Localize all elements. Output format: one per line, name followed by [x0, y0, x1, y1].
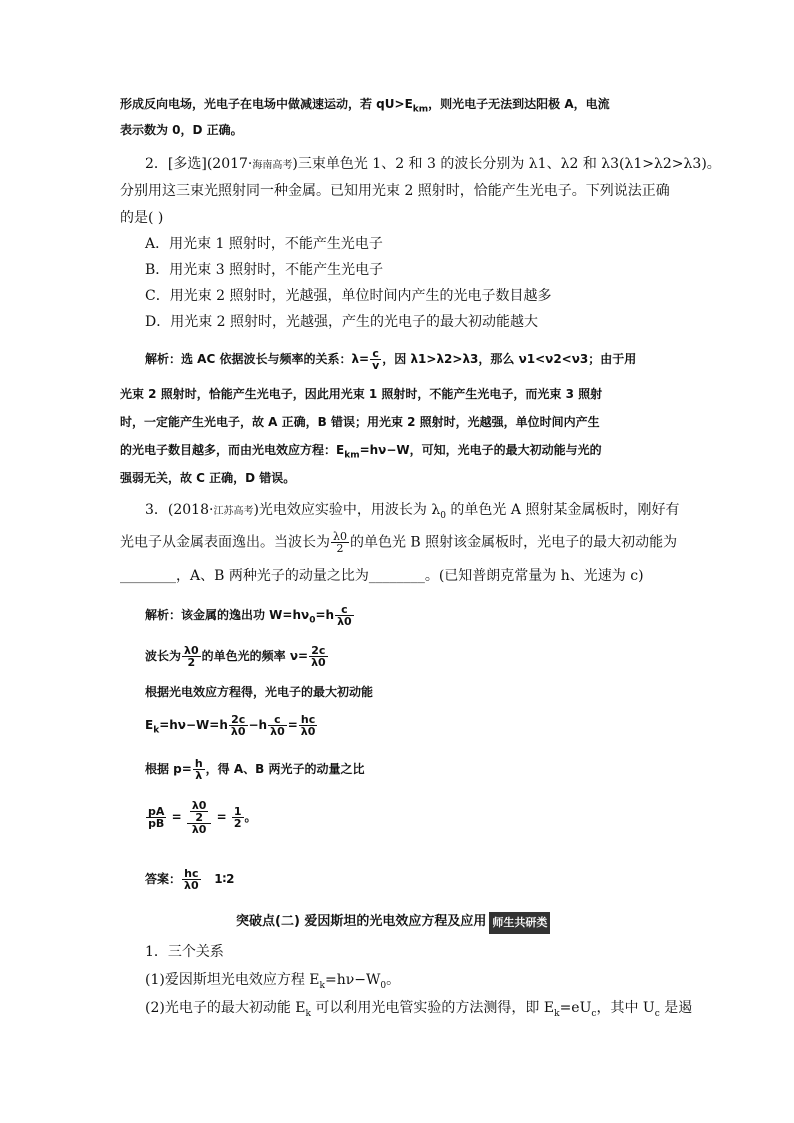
- fraction: [193, 758, 205, 781]
- q2-option-a: [145, 234, 383, 254]
- para1-line1: [120, 94, 610, 119]
- fraction: [182, 868, 201, 891]
- subscript: c: [591, 1008, 597, 1019]
- text: −h: [248, 718, 268, 732]
- subscript: 0: [309, 615, 316, 626]
- section-item2: [145, 970, 400, 996]
- text: =hν−W，可知，光电子的最大初动能与光的: [359, 443, 602, 457]
- text: ，因 λ1>λ2>λ3，那么 ν1<ν2<ν3；由于用: [382, 352, 637, 366]
- denominator: 2: [233, 817, 242, 830]
- denominator: 2: [195, 811, 203, 824]
- q2-solution-line1: [145, 348, 636, 371]
- text: )三束单色光 1、2 和 3 的波长分别为 λ1、λ2 和 λ3(λ1>λ2>λ3)。: [292, 156, 721, 172]
- subscript: k: [153, 725, 160, 736]
- answer-ratio: 1∶2: [214, 872, 235, 886]
- numerator: 2c: [309, 645, 328, 657]
- option-text: B．用光束 3 照射时，不能产生光电子: [145, 262, 384, 278]
- text: 分别用这三束光照射同一种金属。已知用光束 2 照射时，恰能产生光电子。下列说法正确: [120, 183, 670, 199]
- option-text: C．用光束 2 照射时，光越强，单位时间内产生的光电子数目越多: [145, 288, 552, 304]
- subscript: 0: [440, 510, 446, 521]
- numerator: c: [370, 348, 381, 360]
- fraction: [309, 645, 328, 668]
- q2-solution-line4: [120, 440, 602, 465]
- denominator: pB: [148, 817, 165, 830]
- text: =eU: [559, 1000, 592, 1016]
- section-item1: [145, 942, 224, 962]
- fraction: [268, 714, 287, 737]
- denominator: v: [372, 359, 380, 372]
- text: 3．(2018·: [145, 502, 214, 518]
- text: 的单色光 A 照射某金属板时，刚好有: [445, 502, 680, 518]
- compound-numerator: [187, 800, 212, 824]
- answer-label: 答案：: [145, 872, 182, 886]
- section-badge: 师生共研类: [489, 912, 550, 934]
- compound-fraction: [187, 800, 212, 835]
- numerator: pA: [148, 805, 165, 818]
- numerator: λ0: [333, 530, 347, 543]
- text: 表示数为 0，D 正确。: [120, 123, 243, 137]
- section-item3: [145, 998, 692, 1024]
- q3-line3: [120, 566, 644, 586]
- inner-fraction: [190, 800, 209, 823]
- text: )光电效应实验中，用波长为 λ: [253, 502, 441, 518]
- numerator: h: [194, 757, 203, 770]
- denominator: λ0: [311, 656, 326, 669]
- numerator: c: [268, 714, 287, 726]
- q2-line2: [120, 181, 670, 201]
- q2-solution-line3: [120, 412, 600, 432]
- q3-line1: [145, 500, 679, 526]
- q3-line2: [120, 531, 677, 554]
- numerator: 2c: [229, 714, 248, 726]
- fraction: [299, 714, 318, 737]
- q3-solution-line4: [145, 714, 318, 740]
- fraction: [335, 604, 354, 627]
- q3-solution-line6: [145, 800, 257, 850]
- q2-line1: [145, 154, 721, 176]
- text: 根据光电效应方程得，光电子的最大初动能: [145, 685, 374, 699]
- text: =: [287, 718, 298, 732]
- subscript: k: [305, 1008, 311, 1019]
- denominator: 2: [336, 542, 344, 555]
- subscript: k: [319, 980, 325, 991]
- text: (1)爱因斯坦光电效应方程 E: [145, 972, 320, 988]
- text: 形成反向电场，光电子在电场中做减速运动，若 qU>E: [120, 97, 413, 111]
- numerator: c: [335, 604, 354, 616]
- text: 光束 2 照射时，恰能产生光电子，因此用光束 1 照射时，不能产生光电子，而光束 3 照射: [120, 387, 603, 401]
- text: 2．[多选](2017·: [145, 156, 253, 172]
- text: =h: [315, 608, 335, 622]
- text: 的单色光的频率 ν=: [201, 649, 309, 663]
- q3-solution-line2: [145, 645, 329, 668]
- source-tag: 江苏高考: [213, 506, 254, 517]
- text: 的光电子数目越多，而由光电效应方程：E: [120, 443, 345, 457]
- subscript: km: [412, 104, 429, 115]
- text: 强弱无关，故 C 正确，D 错误。: [120, 471, 296, 485]
- text: 解析：该金属的逸出功 W=hν: [145, 608, 310, 622]
- q2-option-b: [145, 260, 383, 280]
- subscript: c: [654, 1008, 660, 1019]
- text: E: [145, 718, 154, 732]
- text: ________，A、B 两种光子的动量之比为________。(已知普朗克常量为 h、光速为 c): [120, 568, 644, 584]
- q2-option-c: [145, 286, 552, 306]
- text: 可以利用光电管实验的方法测得，即 E: [310, 1000, 555, 1016]
- fraction: [146, 806, 166, 829]
- fraction: [232, 806, 244, 829]
- q3-answer: [145, 868, 234, 891]
- text: 的单色光 B 照射该金属板时，光电子的最大初动能为: [349, 534, 678, 551]
- denominator: λ: [195, 769, 203, 782]
- text: 波长为: [145, 649, 182, 663]
- fraction: [229, 714, 248, 737]
- q2-solution-line2: [120, 384, 602, 404]
- text: 是遏: [659, 1000, 693, 1016]
- numerator: 1: [233, 805, 242, 818]
- text: =hν−W: [324, 972, 381, 988]
- denominator: λ0: [270, 725, 285, 738]
- para1-line2: [120, 120, 243, 140]
- fraction: [182, 645, 201, 668]
- section-title-text: 突破点(二) 爱因斯坦的光电效应方程及应用: [236, 914, 487, 929]
- numerator: λ0: [191, 799, 207, 812]
- fraction: [370, 348, 381, 371]
- denominator: λ0: [300, 725, 316, 738]
- subscript: km: [344, 450, 360, 461]
- equals: =: [216, 810, 227, 824]
- text: 解析：选 AC 依据波长与频率的关系：λ=: [145, 352, 370, 366]
- denominator: λ0: [230, 725, 246, 738]
- denominator: λ0: [337, 615, 352, 628]
- text: 光电子从金属表面逸出。当波长为: [120, 534, 330, 551]
- q2-solution-line5: [120, 468, 295, 488]
- subscript: 0: [380, 980, 387, 991]
- numerator: hc: [182, 868, 201, 880]
- text: ，得 A、B 两光子的动量之比: [205, 762, 365, 776]
- q3-solution-line3: [145, 682, 373, 702]
- text: ，则光电子无法到达阳极 A，电流: [428, 97, 610, 111]
- text: 时，一定能产生光电子，故 A 正确，B 错误；用光束 2 照射时，光越强，单位时间内产生: [120, 415, 600, 429]
- numerator: λ0: [184, 644, 199, 657]
- denominator: λ0: [184, 879, 199, 892]
- text: 1．三个关系: [145, 944, 224, 960]
- text: 。: [386, 972, 401, 988]
- fraction: [331, 531, 349, 554]
- text: (2)光电子的最大初动能 E: [145, 1000, 306, 1016]
- option-text: D．用光束 2 照射时，光越强，产生的光电子的最大初动能越大: [145, 314, 539, 330]
- option-text: A．用光束 1 照射时，不能产生光电子: [145, 236, 383, 252]
- numerator: hc: [299, 714, 318, 726]
- q3-solution-line1: [145, 604, 355, 630]
- text: =hν−W=h: [159, 718, 228, 732]
- denominator: 2: [187, 656, 196, 669]
- equals: =: [171, 810, 182, 824]
- compound-denominator: λ0: [191, 823, 207, 836]
- text: 。: [244, 810, 257, 824]
- text: ，其中 U: [596, 1000, 655, 1016]
- q2-line3: [120, 208, 163, 228]
- text: 的是( ): [120, 210, 164, 226]
- subscript: k: [554, 1008, 560, 1019]
- text: 根据 p=: [145, 762, 192, 776]
- q3-solution-line5: [145, 758, 364, 781]
- source-tag: 海南高考: [252, 160, 293, 171]
- section-title: [236, 912, 550, 934]
- q2-option-d: [145, 312, 538, 332]
